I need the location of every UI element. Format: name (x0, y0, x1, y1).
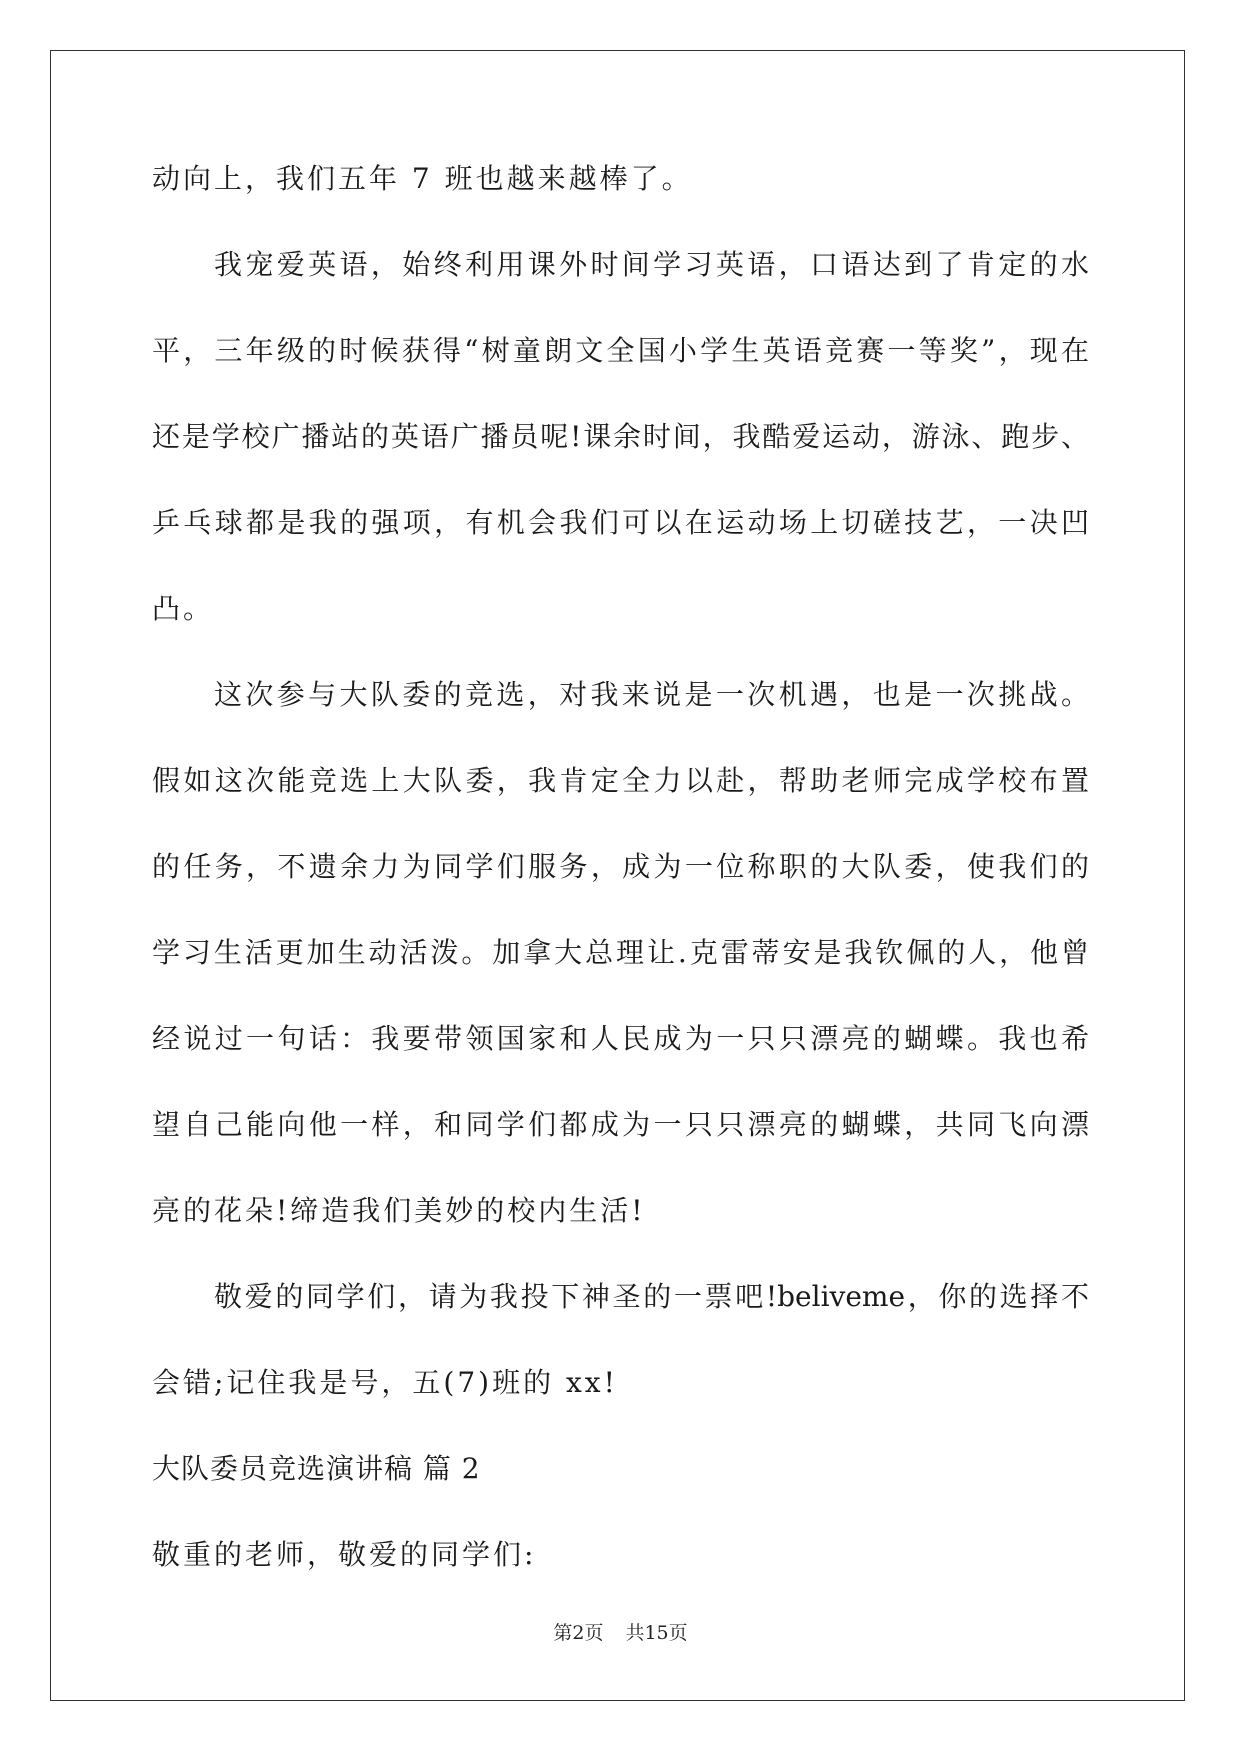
page-footer (0, 1618, 1241, 1645)
section-heading: 大队委员竞选演讲稿 篇 2 (152, 1452, 481, 1485)
paragraph-line: 我宠爱英语，始终利用课外时间学习英语，口语达到了肯定的水 (214, 248, 1089, 281)
paragraph-line: 经说过一句话：我要带领国家和人民成为一只只漂亮的蝴蝶。我也希 (152, 1022, 1089, 1055)
paragraph-line: 的任务，不遗余力为同学们服务，成为一位称职的大队委，使我们的 (152, 850, 1089, 883)
paragraph-line: 凸。 (152, 592, 215, 625)
paragraph-line: 会错;记住我是号，五(7)班的 xx! (152, 1366, 618, 1399)
paragraph-line: 乒乓球都是我的强项，有机会我们可以在运动场上切磋技艺，一决凹 (152, 506, 1089, 539)
paragraph-line: 平，三年级的时候获得“树童朗文全国小学生英语竞赛一等奖”，现在 (152, 334, 1089, 367)
salutation-line: 敬重的老师，敬爱的同学们: (152, 1538, 537, 1571)
paragraph-line: 这次参与大队委的竞选，对我来说是一次机遇，也是一次挑战。 (214, 678, 1089, 711)
paragraph-line: 动向上，我们五年 7 班也越来越棒了。 (152, 162, 693, 195)
paragraph-line: 敬爱的同学们，请为我投下神圣的一票吧!beliveme，你的选择不 (214, 1280, 1089, 1313)
document-body (152, 160, 1089, 1598)
paragraph-line: 学习生活更加生动活泼。加拿大总理让.克雷蒂安是我钦佩的人，他曾 (152, 936, 1089, 969)
page-number: 第2页 (553, 1622, 604, 1644)
page-total: 共15页 (625, 1622, 688, 1644)
paragraph-line: 望自己能向他一样，和同学们都成为一只只漂亮的蝴蝶，共同飞向漂 (152, 1108, 1089, 1141)
paragraph-line: 亮的花朵!缔造我们美妙的校内生活! (152, 1194, 646, 1227)
paragraph-line: 假如这次能竞选上大队委，我肯定全力以赴，帮助老师完成学校布置 (152, 764, 1089, 797)
paragraph-line: 还是学校广播站的英语广播员呢!课余时间，我酷爱运动，游泳、跑步、 (152, 420, 1089, 453)
